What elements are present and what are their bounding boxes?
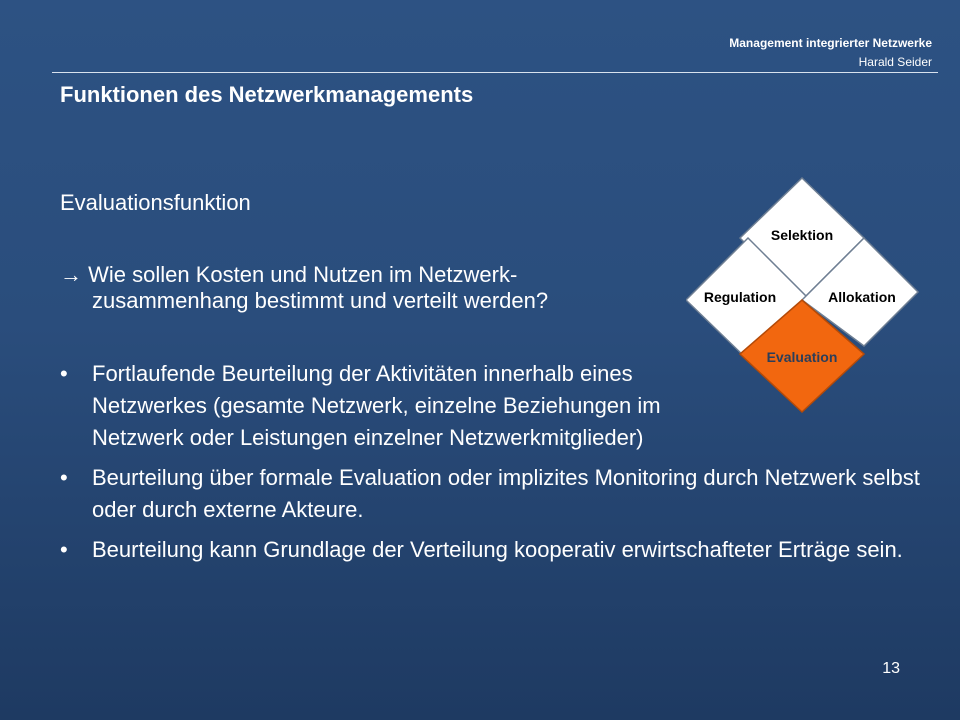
label-evaluation: Evaluation <box>766 349 838 365</box>
slide-title: Funktionen des Netzwerkmanagements <box>60 82 474 107</box>
guiding-question <box>60 262 660 314</box>
author-name: Harald Seider <box>858 55 932 69</box>
bullet-text: Fortlaufende Beurteilung der Aktivitäten innerhalb eines Netzwerkes (gesamte Netzwerk, einzelne Beziehungen im Netzwerk oder Leistungen einzelner Netzwerkmitglieder) <box>92 361 661 450</box>
bullet-item <box>60 534 920 566</box>
function-subheading: Evaluationsfunktion <box>60 190 251 215</box>
bullet-text: Beurteilung kann Grundlage der Verteilung kooperativ erwirtschafteter Erträge sein. <box>92 537 903 562</box>
bullet-item <box>60 462 920 526</box>
label-selektion: Selektion <box>770 227 834 243</box>
label-allokation: Allokation <box>828 289 896 305</box>
label-regulation: Regulation <box>703 289 777 305</box>
header-divider <box>52 72 938 73</box>
guiding-question-line1: → Wie sollen Kosten und Nutzen im Netzwerk- <box>60 262 518 287</box>
bullet-text: Beurteilung über formale Evaluation oder implizites Monitoring durch Netzwerk selbst oder durch externe Akteure. <box>92 465 920 522</box>
bullet-marker: • <box>60 537 68 562</box>
network-functions-diagram <box>686 176 922 416</box>
bullet-marker: • <box>60 361 68 386</box>
course-title: Management integrierter Netzwerke <box>729 36 932 50</box>
diamond-diagram-svg <box>686 176 922 416</box>
guiding-question-line2: zusammenhang bestimmt und verteilt werden? <box>92 288 549 313</box>
bullet-marker: • <box>60 465 68 490</box>
page-number: 13 <box>882 660 900 677</box>
